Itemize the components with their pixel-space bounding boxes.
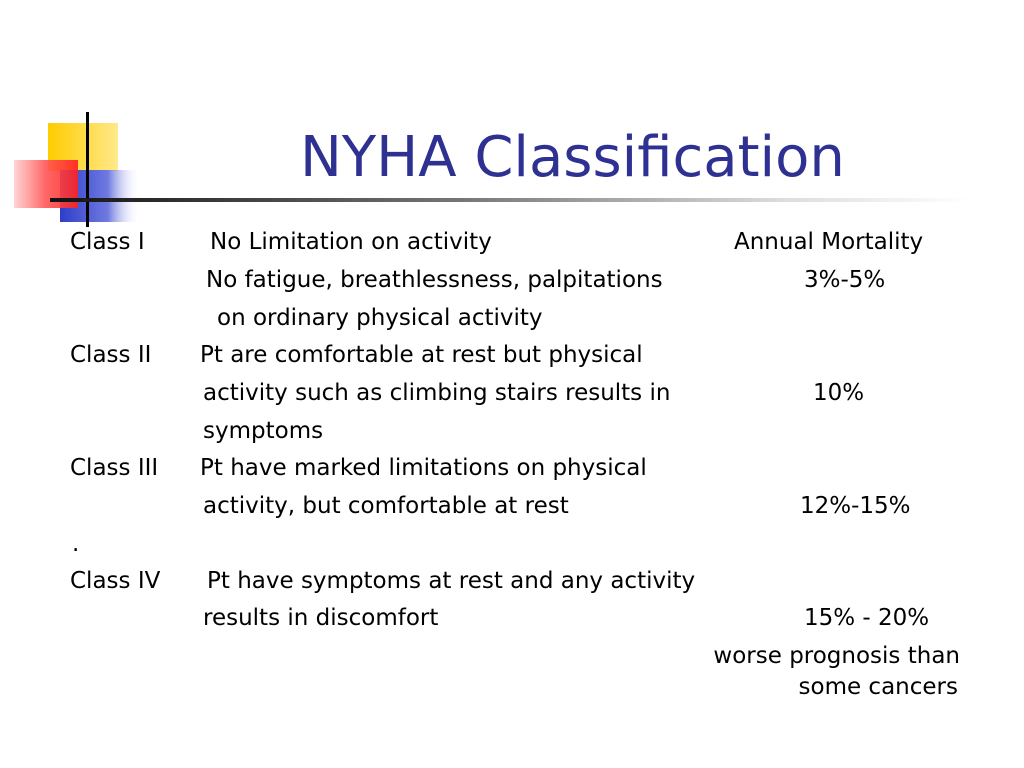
class-1-line-2: No fatigue, breathlessness, palpitations: [206, 267, 663, 293]
footnote-line-2: some cancers: [798, 674, 958, 700]
logo-vertical-line: [86, 112, 89, 227]
class-3-line-2: activity, but comfortable at rest: [203, 493, 569, 519]
class-2-line-1: Pt are comfortable at rest but physical: [200, 342, 643, 368]
class-4-mortality: 15% - 20%: [804, 605, 930, 631]
class-1-line-3: on ordinary physical activity: [217, 305, 543, 331]
class-4-label: Class IV: [70, 568, 161, 594]
class-4-line-1: Pt have symptoms at rest and any activity: [207, 568, 696, 594]
class-2-label: Class II: [70, 342, 152, 368]
class-2-line-2: activity such as climbing stairs results in: [203, 380, 671, 406]
class-1-line-1: No Limitation on activity: [210, 229, 492, 255]
class-2-mortality: 10%: [813, 380, 865, 406]
class-4-line-2: results in discomfort: [203, 605, 439, 631]
page-title: NYHA Classification: [300, 125, 845, 190]
mortality-header: Annual Mortality: [734, 229, 924, 255]
class-3-label: Class III: [70, 455, 159, 481]
class-2-line-3: symptoms: [203, 418, 324, 444]
class-3-mortality: 12%-15%: [800, 493, 911, 519]
footnote-line-1: worse prognosis than: [713, 643, 960, 669]
stray-dot: .: [72, 531, 80, 557]
decorative-squares-logo: [0, 0, 160, 240]
title-underline: [50, 198, 970, 202]
class-1-mortality: 3%-5%: [804, 267, 886, 293]
class-3-line-1: Pt have marked limitations on physical: [200, 455, 647, 481]
class-1-label: Class I: [70, 229, 145, 255]
